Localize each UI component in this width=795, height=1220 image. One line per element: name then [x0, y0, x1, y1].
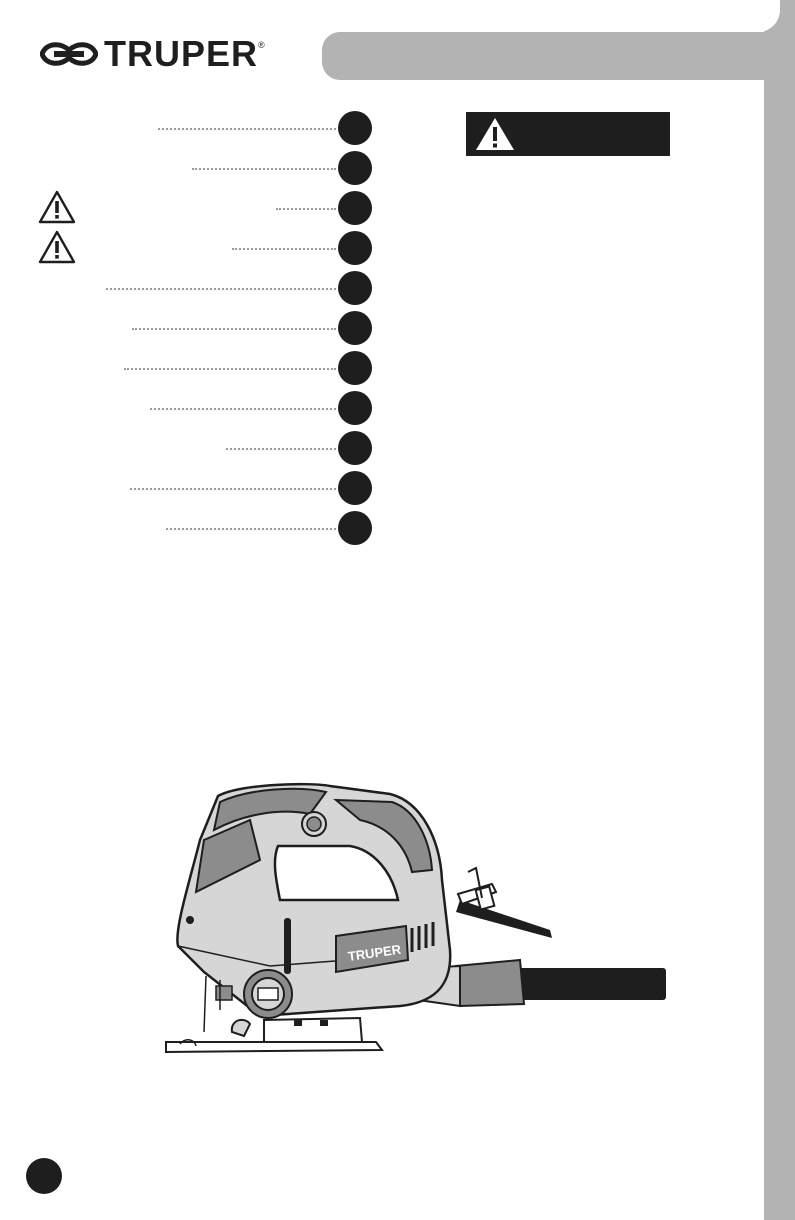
warning-triangle-icon: [474, 116, 516, 152]
toc-page-marker: [338, 431, 372, 465]
toc-row: [0, 468, 380, 508]
side-bar: [764, 0, 795, 1220]
toc-dot-leader: [192, 168, 336, 170]
svg-text:TRUPER: TRUPER: [346, 941, 402, 965]
toc-dot-leader: [150, 408, 336, 410]
toc-dot-leader: [158, 128, 336, 130]
toc-page-marker: [338, 311, 372, 345]
toc-dot-leader: [232, 248, 336, 250]
toc-row: [0, 428, 380, 468]
warning-triangle-icon: [38, 190, 76, 224]
page-number-marker: [26, 1158, 62, 1194]
logo-wordmark: TRUPER: [104, 33, 259, 74]
toc-page-marker: [338, 111, 372, 145]
toc-page-marker: [338, 231, 372, 265]
toc-row: [0, 388, 380, 428]
toc-row: [0, 308, 380, 348]
truper-logo: [40, 34, 265, 74]
warning-banner: [466, 112, 670, 156]
toc-page-marker: [338, 351, 372, 385]
toc-page-marker: [338, 511, 372, 545]
toc-page-marker: [338, 191, 372, 225]
header-band: [322, 32, 795, 80]
logo-registered-mark: ®: [258, 40, 265, 50]
toc-page-marker: [338, 471, 372, 505]
table-of-contents: [0, 108, 380, 548]
toc-dot-leader: [166, 528, 336, 530]
warning-triangle-icon: [38, 230, 76, 264]
toc-dot-leader: [106, 288, 336, 290]
toc-dot-leader: [226, 448, 336, 450]
toc-dot-leader: [130, 488, 336, 490]
toc-row: [0, 508, 380, 548]
toc-row: [0, 348, 380, 388]
toc-page-marker: [338, 271, 372, 305]
toc-dot-leader: [124, 368, 336, 370]
toc-page-marker: [338, 391, 372, 425]
toc-row: [0, 108, 380, 148]
toc-row: [0, 268, 380, 308]
jigsaw-illustration: [160, 780, 670, 1060]
toc-row: [0, 148, 380, 188]
truper-logo-icon: [40, 39, 98, 69]
toc-page-marker: [338, 151, 372, 185]
page-notch: [740, 80, 764, 104]
toc-row: [0, 188, 380, 228]
toc-row: [0, 228, 380, 268]
toc-dot-leader: [132, 328, 336, 330]
toc-dot-leader: [276, 208, 336, 210]
